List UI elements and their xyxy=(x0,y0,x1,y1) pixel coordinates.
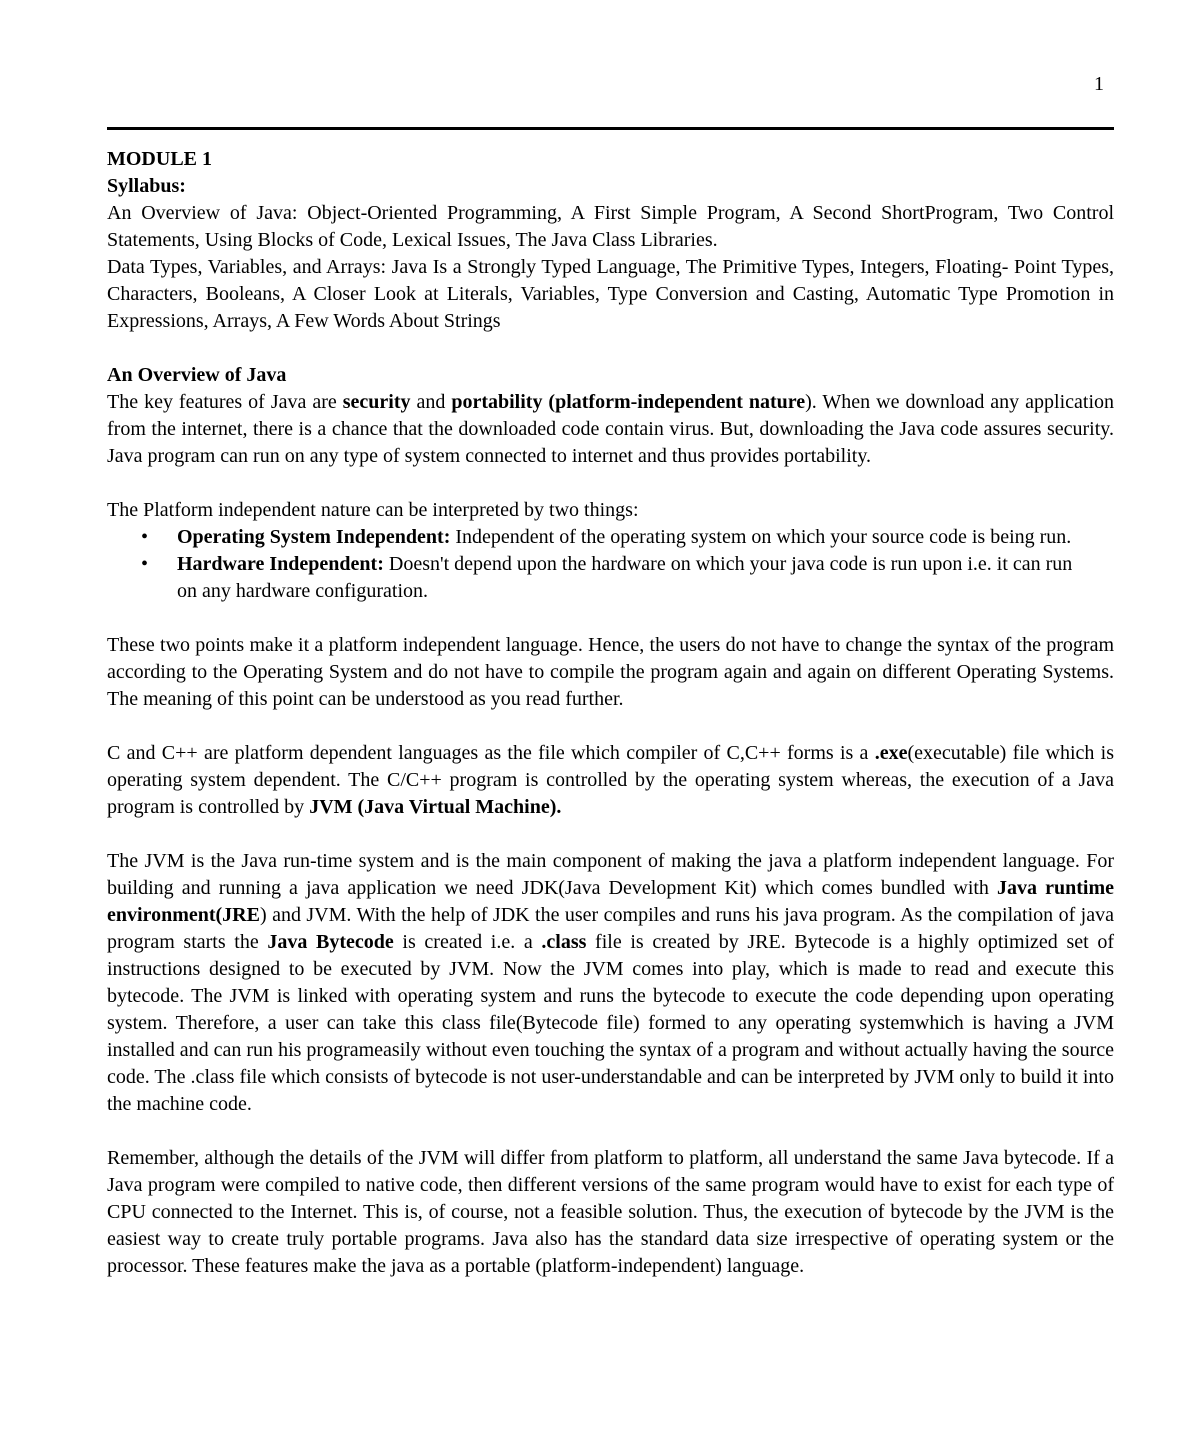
section-heading: An Overview of Java xyxy=(107,364,287,386)
text-run: The key features of Java are xyxy=(107,391,343,413)
page-number: 1 xyxy=(1094,73,1104,95)
bullet-icon: • xyxy=(141,553,149,575)
syllabus-line-1: An Overview of Java: Object-Oriented Programming, A First Simple Program, A Second ShortProgram, Two Control Statements, Using Blocks of Code, Lexical Issues, The Java Class Libraries. xyxy=(107,202,1114,251)
paragraph-key-features xyxy=(107,389,1114,470)
term-class: .class xyxy=(541,931,587,953)
bullet-term: Hardware Independent: xyxy=(177,553,384,575)
term-bytecode: Java Bytecode xyxy=(267,931,394,953)
text-run: file is created by JRE. Bytecode is a highly optimized set of instructions designed to be executed by JVM. Now the JVM comes into play, which is made to read and execute this bytecode. The JVM is linked with operating system and runs the bytecode to execute the code depending upon operating system. Therefore, a user can take this class file(Bytecode file) formed to any operating systemwhich is having a JVM installed and can run his programeasily without even touching the syntax of a program and without actually having the source code. The .class file which consists of bytecode is not user-understandable and can be interpreted by JVM only to build it into the machine code. xyxy=(107,931,1114,1115)
text-run: and xyxy=(410,391,452,413)
term-jre: Java runtime environment(JRE xyxy=(107,877,1114,926)
spacer xyxy=(107,470,1114,497)
bullet-icon: • xyxy=(141,526,149,548)
module-title: MODULE 1 xyxy=(107,148,212,170)
bullet-text: Doesn't depend upon the hardware on which your java code is run upon i.e. it can run on any hardware configuration. xyxy=(177,553,1073,602)
bullet-term: Operating System Independent: xyxy=(177,526,451,548)
header-rule xyxy=(107,127,1114,130)
spacer xyxy=(107,1118,1114,1145)
text-run: is created i.e. a xyxy=(393,931,542,953)
term-security: security xyxy=(342,391,411,413)
list-item xyxy=(141,551,1114,605)
term-exe: .exe xyxy=(874,742,908,764)
spacer xyxy=(107,713,1114,740)
text-run: The JVM is the Java run-time system and is the main component of making the java a platform independent language. For building and running a java application we need JDK(Java Development Kit) which comes bundled with xyxy=(107,850,1114,899)
paragraph-platform-intro: The Platform independent nature can be interpreted by two things: xyxy=(107,499,639,521)
paragraph-jvm xyxy=(107,848,1114,1118)
text-run: C and C++ are platform dependent languages as the file which compiler of C,C++ forms is a xyxy=(107,742,875,764)
syllabus-line-2: Data Types, Variables, and Arrays: Java Is a Strongly Typed Language, The Primitive Types, Integers, Floating- Point Types, Characters, Booleans, A Closer Look at Literals, Variables, Type Conversion and Casting, Automatic Type Promotion in Expressions, Arrays, A Few Words About Strings xyxy=(107,256,1114,332)
document-body xyxy=(107,146,1114,1280)
spacer xyxy=(107,821,1114,848)
paragraph-two-points: These two points make it a platform independent language. Hence, the users do not have to change the syntax of the program according to the Operating System and do not have to compile the program again and again on different Operating Systems. The meaning of this point can be understood as you read further. xyxy=(107,634,1114,710)
paragraph-remember: Remember, although the details of the JVM will differ from platform to platform, all understand the same Java bytecode. If a Java program were compiled to native code, then different versions of the same program would have to exist for each type of CPU connected to the Internet. This is, of course, not a feasible solution. Thus, the execution of bytecode by the JVM is the easiest way to create truly portable programs. Java also has the standard data size irrespective of operating system or the processor. These features make the java as a portable (platform-independent) language. xyxy=(107,1147,1114,1277)
text-run: ) and JVM. With the help of JDK the user compiles and runs his java program. As the compilation of java program starts the xyxy=(107,904,1114,953)
text-run: ). When we download any application from the internet, there is a chance that the downloaded code contain virus. But, downloading the Java code assures security. Java program can run on any type of system connected to internet and thus provides portability. xyxy=(107,391,1115,467)
paragraph-c-cpp xyxy=(107,740,1114,821)
bullet-text: Independent of the operating system on which your source code is being run. xyxy=(450,526,1072,548)
spacer xyxy=(107,335,1114,362)
term-jvm: JVM (Java Virtual Machine). xyxy=(309,796,562,818)
list-item xyxy=(141,524,1114,551)
term-portability: portability (platform-independent nature xyxy=(451,391,806,413)
syllabus-label: Syllabus: xyxy=(107,175,186,197)
text-run: (executable) file which is operating system dependent. The C/C++ program is controlled by the operating system whereas, the execution of a Java program is controlled by xyxy=(107,742,1114,818)
spacer xyxy=(107,605,1114,632)
bullet-list xyxy=(107,524,1114,605)
